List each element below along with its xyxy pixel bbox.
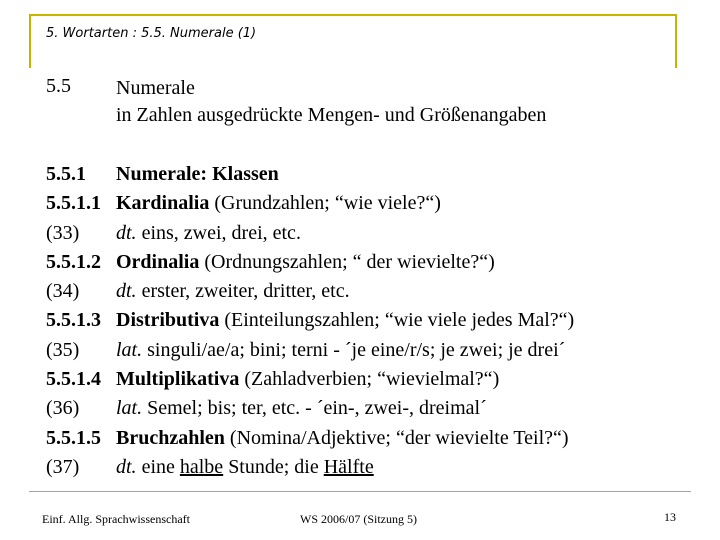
section-title: Numerale bbox=[116, 77, 195, 99]
line-number: 5.5.1 bbox=[46, 163, 86, 185]
header-frame-left bbox=[29, 14, 31, 68]
footer-divider bbox=[29, 491, 691, 492]
list-item bbox=[46, 248, 574, 277]
line-language: dt. bbox=[116, 280, 137, 303]
section-subtitle: in Zahlen ausgedrückte Mengen- und Größenangaben bbox=[116, 104, 547, 126]
line-number: 5.5.1.4 bbox=[46, 368, 101, 391]
line-bold: Distributiva bbox=[116, 309, 220, 332]
underlined-word: halbe bbox=[179, 455, 224, 478]
line-bold: Ordinalia bbox=[116, 250, 200, 273]
line-bold: Numerale: Klassen bbox=[116, 163, 279, 185]
list-item bbox=[46, 394, 574, 423]
line-bold: Kardinalia bbox=[116, 192, 210, 215]
line-text: (Zahladverbien; “wievielmal?“) bbox=[239, 368, 500, 391]
line-number: 5.5.1.3 bbox=[46, 309, 101, 332]
line-number: 5.5.1.2 bbox=[46, 250, 101, 273]
header-frame-top bbox=[29, 14, 677, 16]
line-text: (Nomina/Adjektive; “der wievielte Teil?“) bbox=[224, 426, 569, 449]
underlined-word: Hälfte bbox=[323, 455, 374, 478]
list-item bbox=[46, 365, 574, 394]
list-item bbox=[46, 306, 574, 335]
footer-course: Einf. Allg. Sprachwissenschaft bbox=[42, 512, 190, 526]
line-language: lat. bbox=[116, 397, 143, 420]
line-number: 5.5.1.5 bbox=[46, 426, 101, 449]
list-item bbox=[46, 277, 574, 306]
line-text: (Ordnungszahlen; “ der wievielte?“) bbox=[199, 250, 495, 273]
content-lines bbox=[46, 160, 574, 482]
line-text: Stunde; die bbox=[223, 455, 324, 478]
line-text: eins, zwei, drei, etc. bbox=[136, 221, 301, 244]
line-text: (Einteilungszahlen; “wie viele jedes Mal?“) bbox=[219, 309, 575, 332]
line-number: (37) bbox=[46, 455, 80, 478]
header-title: 5. Wortarten : 5.5. Numerale (1) bbox=[46, 26, 257, 41]
section-number: 5.5 bbox=[46, 75, 71, 97]
line-text: eine bbox=[136, 455, 180, 478]
line-bold: Bruchzahlen bbox=[116, 426, 225, 449]
line-number: (34) bbox=[46, 280, 80, 303]
list-item bbox=[46, 424, 574, 453]
line-language: lat. bbox=[116, 338, 143, 361]
line-language: dt. bbox=[116, 221, 137, 244]
list-item bbox=[46, 453, 574, 482]
line-text: singuli/ae/a; bini; terni - ´je eine/r/s; je zwei; je drei´ bbox=[142, 338, 566, 361]
section-heading bbox=[116, 75, 546, 129]
line-language: dt. bbox=[116, 455, 137, 478]
list-item bbox=[46, 160, 574, 189]
header-frame-right bbox=[675, 14, 677, 68]
footer-session: WS 2006/07 (Sitzung 5) bbox=[300, 512, 417, 526]
line-text: Semel; bis; ter, etc. - ´ein-, zwei-, dreimal´ bbox=[142, 397, 487, 420]
line-number: (35) bbox=[46, 338, 80, 361]
line-number: (36) bbox=[46, 397, 80, 420]
line-text: (Grundzahlen; “wie viele?“) bbox=[209, 192, 441, 215]
page-number: 13 bbox=[664, 510, 676, 524]
line-text: erster, zweiter, dritter, etc. bbox=[136, 280, 350, 303]
list-item bbox=[46, 219, 574, 248]
list-item bbox=[46, 336, 574, 365]
list-item bbox=[46, 189, 574, 218]
line-number: 5.5.1.1 bbox=[46, 192, 101, 215]
line-bold: Multiplikativa bbox=[116, 368, 240, 391]
line-number: (33) bbox=[46, 221, 80, 244]
